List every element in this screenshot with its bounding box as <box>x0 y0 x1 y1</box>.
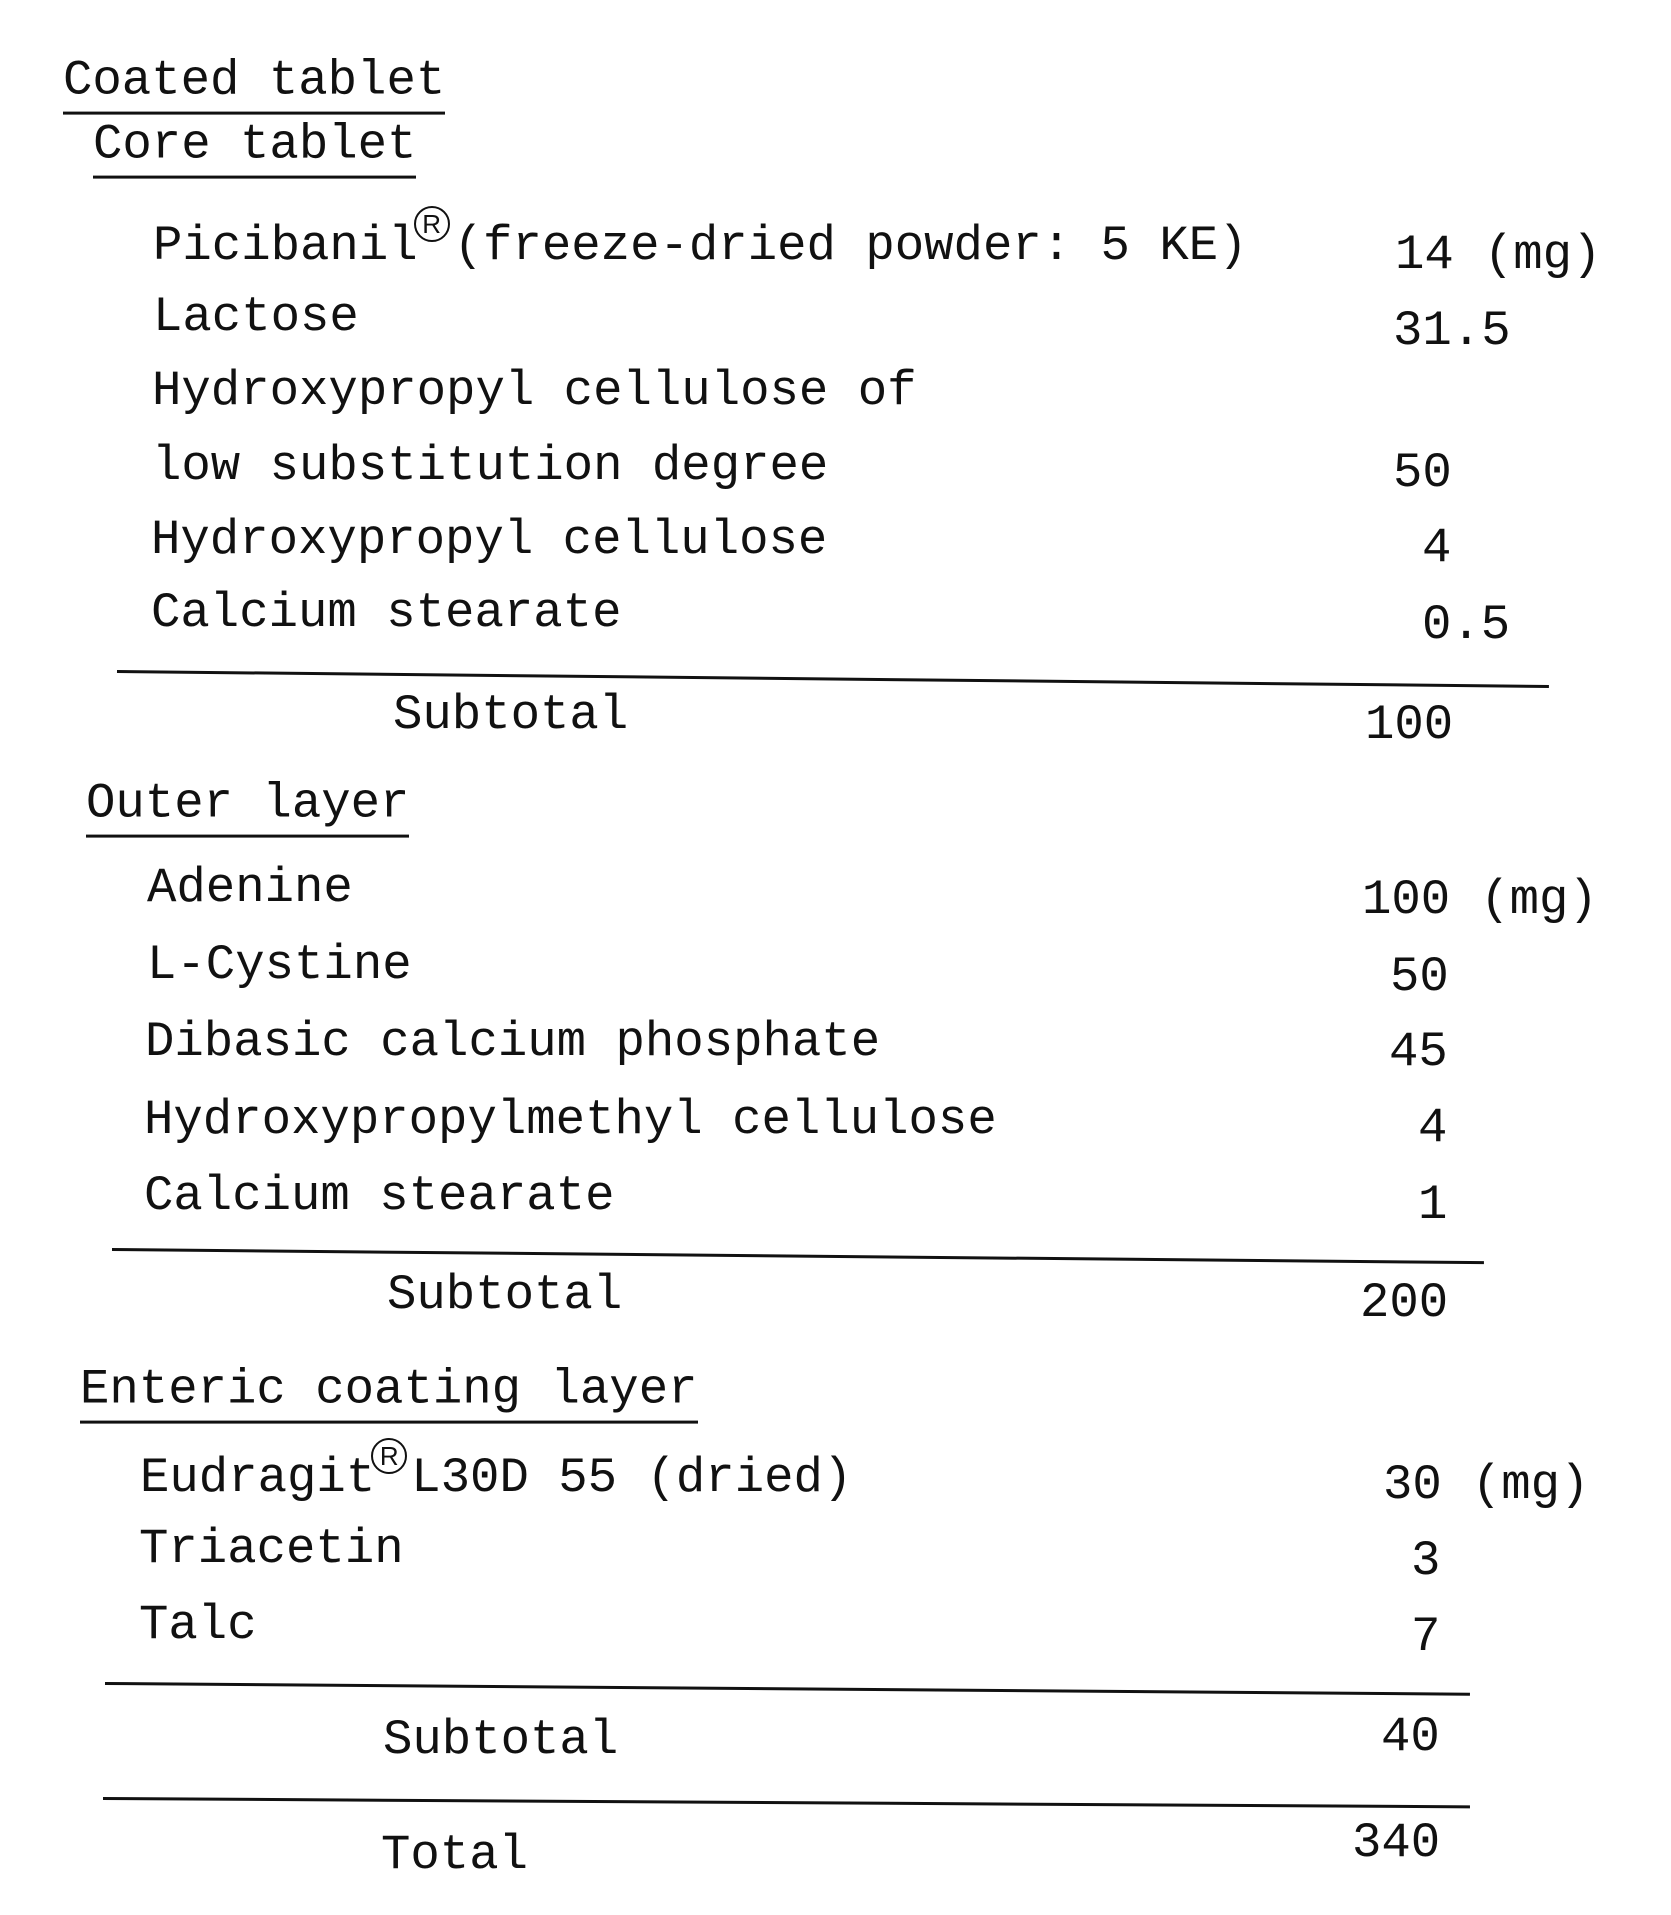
amount-value: 14 <box>1395 226 1454 283</box>
ingredient-amount <box>1395 226 1602 283</box>
subtotal-label: Subtotal <box>387 1266 623 1323</box>
subtotal-divider <box>112 1248 1484 1264</box>
document-title: Coated tablet <box>63 57 445 115</box>
ingredient-name: Talc <box>139 1596 257 1653</box>
amount-unit: (mg) <box>1471 1456 1590 1513</box>
ingredient-amount <box>1362 871 1598 928</box>
subtotal-label: Subtotal <box>383 1711 619 1768</box>
ingredient-name: Calcium stearate <box>144 1167 615 1224</box>
total-divider <box>103 1797 1470 1808</box>
ingredient-name: Hydroxypropyl cellulose of <box>152 362 917 419</box>
registered-trademark-icon: R <box>371 1438 407 1474</box>
ingredient-name: Triacetin <box>139 1520 404 1577</box>
ingredient-amount: 50 <box>1393 444 1452 501</box>
subtotal-value: 40 <box>1381 1708 1440 1765</box>
ingredient-amount <box>1383 1456 1590 1513</box>
registered-trademark-icon: R <box>414 206 450 242</box>
amount-value: 100 <box>1362 871 1451 928</box>
ingredient-name: Hydroxypropylmethyl cellulose <box>144 1091 997 1148</box>
ingredient-amount: 50 <box>1390 948 1449 1005</box>
ingredient-name: L-Cystine <box>147 936 412 993</box>
ingredient-amount: 4 <box>1422 519 1452 576</box>
subtotal-value: 100 <box>1365 696 1454 753</box>
ingredient-amount: 0.5 <box>1422 596 1511 653</box>
ingredient-name-suffix: (freeze-dried powder: 5 KE) <box>453 218 1248 274</box>
amount-unit: (mg) <box>1480 871 1598 928</box>
section-heading-core-tablet: Core tablet <box>93 121 416 179</box>
ingredient-amount: 4 <box>1418 1099 1448 1156</box>
section-heading-outer-layer: Outer layer <box>86 780 409 838</box>
ingredient-amount: 31.5 <box>1393 302 1511 359</box>
ingredient-name <box>153 206 1248 274</box>
ingredient-name: Lactose <box>153 288 359 345</box>
ingredient-name: Adenine <box>147 859 353 916</box>
amount-value: 30 <box>1383 1456 1442 1513</box>
ingredient-name: Hydroxypropyl cellulose <box>151 511 828 568</box>
ingredient-amount: 45 <box>1389 1023 1448 1080</box>
ingredient-name <box>140 1438 853 1506</box>
ingredient-name: Calcium stearate <box>151 584 622 641</box>
subtotal-value: 200 <box>1360 1274 1449 1331</box>
ingredient-amount: 1 <box>1418 1176 1448 1233</box>
ingredient-amount: 7 <box>1411 1608 1441 1665</box>
ingredient-name-suffix: L30D 55 (dried) <box>411 1450 853 1506</box>
ingredient-name: Dibasic calcium phosphate <box>145 1013 881 1070</box>
total-label: Total <box>381 1826 529 1883</box>
ingredient-name-text: Eudragit <box>140 1450 376 1506</box>
subtotal-divider <box>117 670 1549 688</box>
ingredient-name: low substitution degree <box>152 437 829 494</box>
ingredient-amount: 3 <box>1411 1532 1441 1589</box>
section-heading-enteric-coating-layer: Enteric coating layer <box>80 1366 698 1424</box>
subtotal-label: Subtotal <box>393 686 629 743</box>
total-value: 340 <box>1352 1814 1441 1871</box>
ingredient-name-text: Picibanil <box>153 218 418 274</box>
subtotal-divider <box>105 1682 1470 1696</box>
amount-unit: (mg) <box>1483 226 1602 283</box>
